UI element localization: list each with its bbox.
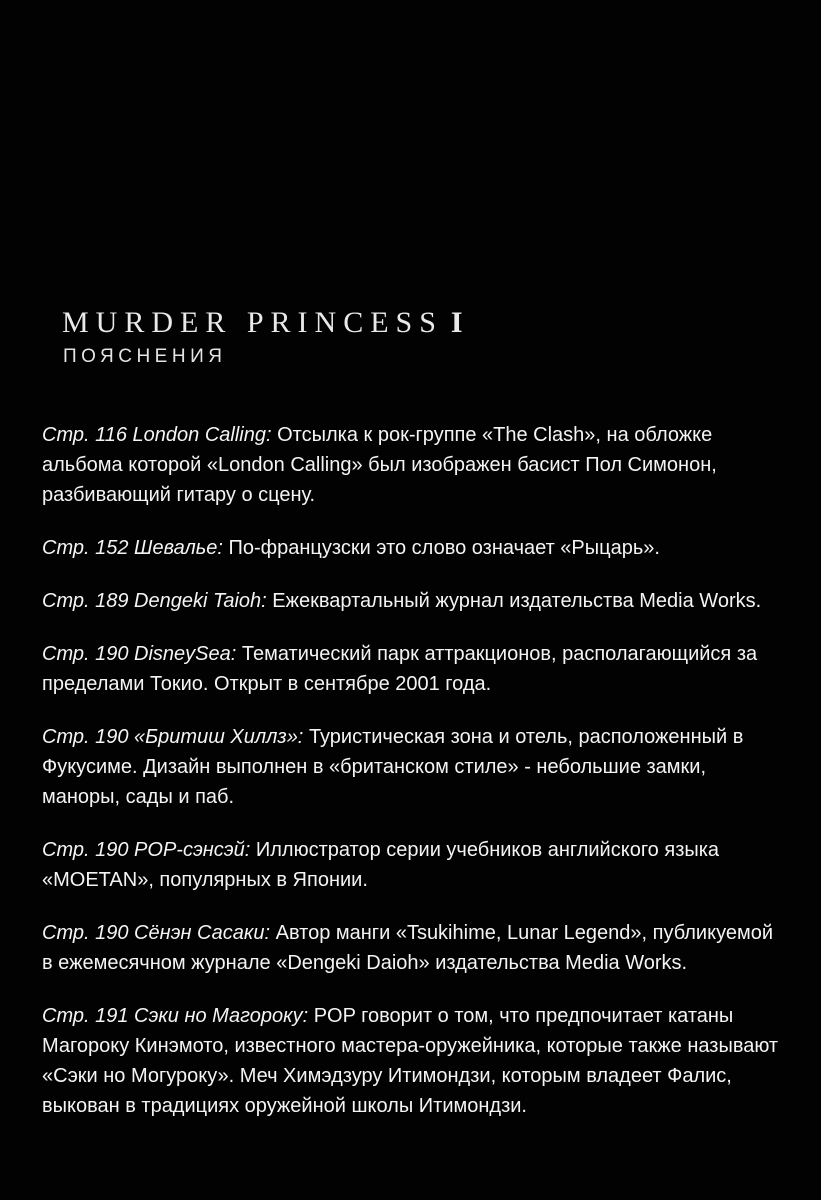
note-lead: Стр. 190 POP-сэнсэй:: [42, 839, 251, 861]
note-text: POP говорит о том, что предпочитает катаны Магороку Кинэмото, известного мастера-оружейника, которые также называют «Сэки но Могуроку». Меч Химэдзуру Итимондзи, которым владеет Фалис, выкован в традициях оружейной школы Итимондзи.: [42, 1005, 779, 1117]
note-lead: Стр. 189 Dengeki Taioh:: [42, 590, 267, 612]
book-title-text: MURDER PRINCESS: [62, 306, 443, 339]
note-paragraph: [42, 722, 782, 812]
note-paragraph: [42, 639, 782, 699]
note-lead: Стр. 152 Шевалье:: [42, 537, 223, 559]
note-lead: Стр. 191 Сэки но Магороку:: [42, 1005, 309, 1027]
note-paragraph: [42, 420, 782, 510]
note-text: Тематический парк аттракционов, располагающийся за пределами Токио. Открыт в сентябре 2001 года.: [42, 643, 758, 695]
note-text: Туристическая зона и отель, расположенный в Фукусиме. Дизайн выполнен в «британском стиле» - небольшие замки, маноры, сады и паб.: [42, 726, 744, 808]
note-lead: Стр. 116 London Calling:: [42, 424, 272, 446]
note-text: Отсылка к рок-группе «The Clash», на обложке альбома которой «London Calling» был изображен басист Пол Симонон, разбивающий гитару о сцену.: [42, 424, 717, 506]
note-text: Автор манги «Tsukihime, Lunar Legend», публикуемой в ежемесячном журнале «Dengeki Daioh» издательства Media Works.: [42, 922, 774, 974]
note-text: Иллюстратор серии учебников английского языка «MOETAN», популярных в Японии.: [42, 839, 720, 891]
note-lead: Стр. 190 Сёнэн Сасаки:: [42, 922, 271, 944]
note-text: По-французски это слово означает «Рыцарь».: [228, 537, 660, 559]
note-paragraph: [42, 586, 782, 616]
note-paragraph: [42, 918, 782, 978]
book-title: [62, 306, 463, 340]
note-lead: Стр. 190 DisneySea:: [42, 643, 237, 665]
translation-notes: [42, 420, 782, 1144]
note-lead: Стр. 190 «Бритиш Хиллз»:: [42, 726, 304, 748]
note-text: Ежеквартальный журнал издательства Media Works.: [272, 590, 762, 612]
note-paragraph: [42, 1001, 782, 1121]
section-subtitle: ПОЯСНЕНИЯ: [63, 346, 227, 367]
note-paragraph: [42, 533, 782, 563]
book-volume-numeral: I: [450, 306, 463, 339]
page-header: [62, 306, 463, 368]
note-paragraph: [42, 835, 782, 895]
